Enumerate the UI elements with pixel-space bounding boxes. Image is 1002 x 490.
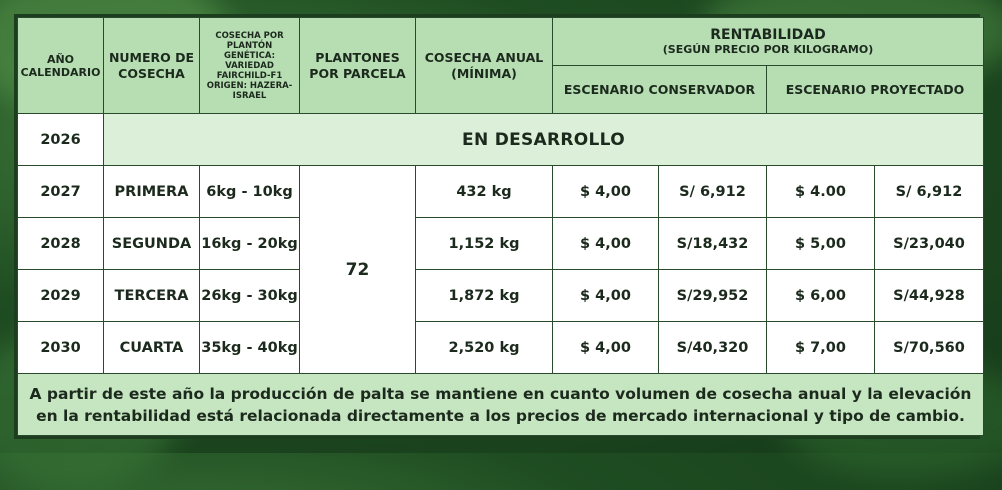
- header-plants-per-plot: PLANTONES POR PARCELA: [300, 18, 416, 114]
- plants-per-plot-value: 72: [300, 166, 416, 374]
- year-cell: 2029: [18, 270, 104, 322]
- conservative-price-cell: $ 4,00: [553, 166, 659, 218]
- conservative-total-cell: S/40,320: [659, 322, 767, 374]
- header-annual-harvest: [416, 18, 553, 114]
- annual-harvest-cell: 432 kg: [416, 166, 553, 218]
- projected-price-cell: $ 7,00: [767, 322, 875, 374]
- conservative-price-cell: $ 4,00: [553, 218, 659, 270]
- header-year: AÑO CALENDARIO: [18, 18, 104, 114]
- harvest-number-cell: SEGUNDA: [104, 218, 200, 270]
- header-harvest-number: NUMERO DE COSECHA: [104, 18, 200, 114]
- harvest-number-cell: TERCERA: [104, 270, 200, 322]
- conservative-total-cell: S/29,952: [659, 270, 767, 322]
- projected-price-cell: $ 4.00: [767, 166, 875, 218]
- projected-total-cell: S/70,560: [875, 322, 984, 374]
- header-annual-harvest-sub: (MÍNIMA): [451, 65, 517, 81]
- harvest-per-plant-cell: 26kg - 30kg: [200, 270, 300, 322]
- annual-harvest-cell: 1,872 kg: [416, 270, 553, 322]
- header-annual-harvest-title: COSECHA ANUAL: [424, 49, 544, 65]
- year-cell: 2028: [18, 218, 104, 270]
- conservative-total-cell: S/ 6,912: [659, 166, 767, 218]
- conservative-price-cell: $ 4,00: [553, 322, 659, 374]
- projected-price-cell: $ 5,00: [767, 218, 875, 270]
- header-harvest-per-plant: COSECHA POR PLANTÓN GENÉTICA: VARIEDAD FAIRCHILD-F1 ORIGEN: HAZERA-ISRAEL: [200, 18, 300, 114]
- harvest-number-cell: CUARTA: [104, 322, 200, 374]
- status-in-development: EN DESARROLLO: [104, 114, 984, 166]
- projected-price-cell: $ 6,00: [767, 270, 875, 322]
- header-scenario-conservative: ESCENARIO CONSERVADOR: [553, 66, 767, 114]
- profitability-table: [17, 17, 984, 436]
- header-profitability-sub: (SEGÚN PRECIO POR KILOGRAMO): [662, 43, 874, 56]
- year-cell: 2027: [18, 166, 104, 218]
- annual-harvest-cell: 1,152 kg: [416, 218, 553, 270]
- projected-total-cell: S/ 6,912: [875, 166, 984, 218]
- year-cell: 2030: [18, 322, 104, 374]
- profitability-table-frame: [14, 14, 980, 439]
- harvest-per-plant-cell: 16kg - 20kg: [200, 218, 300, 270]
- harvest-number-cell: PRIMERA: [104, 166, 200, 218]
- conservative-total-cell: S/18,432: [659, 218, 767, 270]
- footer-note: A partir de este año la producción de palta se mantiene en cuanto volumen de cosecha anual y la elevación en la rentabilidad está relacionada directamente a los precios de mercado internacional y tipo de cambio.: [18, 374, 984, 436]
- header-profitability-title: RENTABILIDAD: [710, 27, 826, 43]
- harvest-per-plant-cell: 35kg - 40kg: [200, 322, 300, 374]
- header-scenario-projected: ESCENARIO PROYECTADO: [767, 66, 984, 114]
- projected-total-cell: S/44,928: [875, 270, 984, 322]
- year-2026: 2026: [18, 114, 104, 166]
- conservative-price-cell: $ 4,00: [553, 270, 659, 322]
- header-profitability: [553, 18, 984, 66]
- annual-harvest-cell: 2,520 kg: [416, 322, 553, 374]
- projected-total-cell: S/23,040: [875, 218, 984, 270]
- harvest-per-plant-cell: 6kg - 10kg: [200, 166, 300, 218]
